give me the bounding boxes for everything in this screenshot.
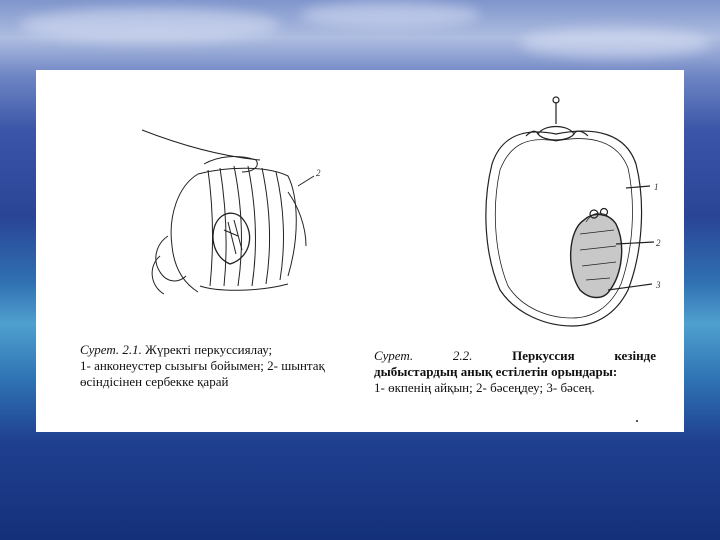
caption-figure-2-1 <box>80 342 390 390</box>
caption-left-line3: өсіндісінен сербекке қарай <box>80 374 229 389</box>
cloud <box>20 8 280 42</box>
caption-left-line2: 1- анконеустер сызығы бойымен; 2- шынтақ <box>80 358 325 373</box>
heart-percussion-illustration <box>138 126 348 296</box>
caption-right-line2: дыбыстардың анық естілетін орындары: <box>374 364 618 379</box>
caption-left-fig-label: Сурет. 2.1. <box>80 342 142 357</box>
slide-panel <box>36 70 684 432</box>
left-figure-label-2: 2 <box>316 168 321 178</box>
cloud <box>520 28 710 58</box>
right-figure-label-2: 2 <box>656 238 661 248</box>
caption-left-title: Жүректі перкуссиялау; <box>145 342 273 357</box>
caption-figure-2-2 <box>374 348 656 396</box>
speck <box>636 420 638 422</box>
cloud <box>300 2 480 28</box>
caption-right-word4: кезінде <box>614 348 656 363</box>
caption-right-word3: Перкуссия <box>512 348 575 363</box>
chest-cross-section-illustration <box>476 94 676 330</box>
caption-right-line3: 1- өкпенің айқын; 2- бәсеңдеу; 3- бәсең. <box>374 380 595 395</box>
caption-right-word1: Сурет. <box>374 348 414 363</box>
right-figure-label-1: 1 <box>654 182 659 192</box>
right-figure-label-3: 3 <box>656 280 661 290</box>
caption-right-word2: 2.2. <box>452 348 473 363</box>
